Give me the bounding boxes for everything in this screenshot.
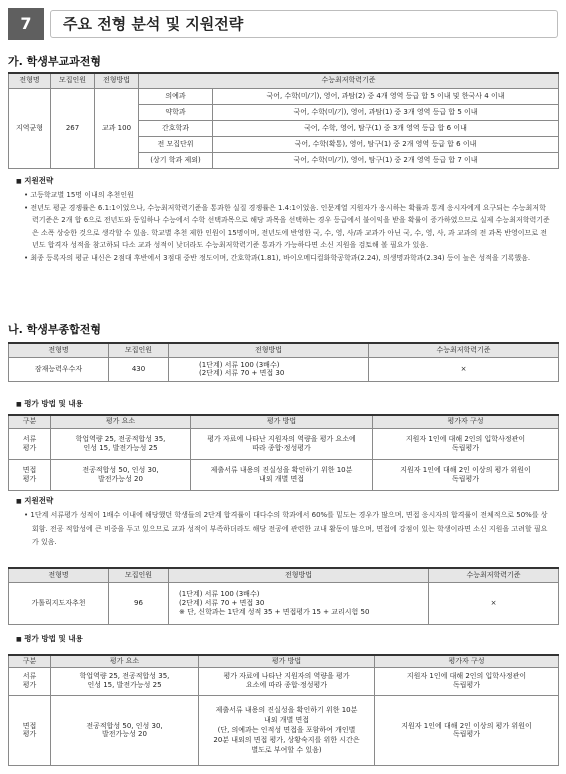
strategy-text: 고등학교별 15명 이내의 추천인원 [30, 191, 134, 199]
eval-method: 제출서류 내용의 진실성을 확인하기 위한 10분 내외 개별 면접 [191, 459, 373, 490]
subject-admission-table [8, 72, 559, 169]
chapter-header [8, 8, 558, 40]
header-name: 전형명 [9, 73, 51, 88]
method-line: (2단계) 서류 70 + 면접 30 [179, 598, 265, 607]
evaluation-heading: ■ 평가 방법 및 내용 [16, 399, 83, 408]
strategy-notes [24, 509, 552, 550]
strategy-text: 전년도 평균 경쟁률은 6.1:1이었으나, 수능최저학력기준을 통과한 실질 경쟁률은 1.4:1이었음. 인문계열 지원자가 응시하는 확률과 통계 응시자에게 요구되는 수능최저학력기준은 2개 합 6으로 전년도와 동일하나 수능에서 수학 선택과목으로 해당 과목을 선택하는 경우 등급에서 불이익을 받을 확률이 증가하였으므로 실제 수능최저학력기준은 소폭 상승한 것으로 생각할 수 있음. 학교별 추천 제한 인원이 15명이며, 전년도에 반영한 국, 수, 영, 사/과 교과가 아닌 국, 수, 영, 사, 과 교과의 전 과목 반영이므로 전년도 합격자 성적을 참고하되 다소 교과 성적이 낮더라도 수능최저학력기준 통과가 가능하다면 소신 지원을 검토해 볼 필요가 있음. [30, 203, 550, 250]
eval-method: 평가 자료에 나타난 지원자의 역량을 평가 요소에 따라 종합·정성평가 [199, 667, 375, 695]
dept-cell: 전 모집단위 [139, 136, 213, 152]
standard-cell: 국어, 수학, 영어, 탐구(1) 중 3개 영역 등급 합 6 이내 [213, 120, 559, 136]
section-title-student-record-comprehensive: 나. 학생부종합전형 [8, 323, 102, 336]
admission-method [169, 357, 369, 382]
eval-evaluators: 지원자 1인에 대해 2인 이상의 평가 위원이 독립평가 [375, 695, 559, 766]
admission-minimum: × [369, 357, 559, 382]
eval-elements: 전공적합성 50, 인성 30, 발전가능성 20 [51, 695, 199, 766]
eval-header-elements: 평가 요소 [51, 655, 199, 667]
admission-name: 잠재능력우수자 [9, 357, 109, 382]
dept-cell: 약학과 [139, 104, 213, 120]
strategy-heading-text: 지원전략 [24, 176, 54, 185]
section-title-student-record-subject: 가. 학생부교과전형 [8, 55, 102, 68]
header-minimum: 수능최저학력기준 [139, 73, 559, 88]
standard-cell: 국어, 수학(미/기), 영어, 과탐(1) 중 3개 영역 등급 합 5 이내 [213, 104, 559, 120]
eval-header-elements: 평가 요소 [51, 415, 191, 428]
eval-elements: 전공적합성 50, 인성 30, 발전가능성 20 [51, 459, 191, 490]
strategy-item: • 1단계 서류평가 성적이 1배수 이내에 해당했던 학생들의 2단계 합격률이 대다수의 학과에서 60%를 밑도는 경우가 많으며, 면접 응시자의 합격률이 전체적으로 50%를 상회함. 전공 적합성에 큰 비중을 두고 있으므로 교과 성적이 부족하더라도 해당 전공에 관련한 교내 활동이 많으며, 면접에 강점이 있는 학생이라면 소신 지원을 고려할 필요가 있음. [24, 511, 548, 546]
eval-evaluators: 지원자 1인에 대해 2인 이상의 평가 위원이 독립평가 [373, 459, 559, 490]
header-minimum: 수능최저학력기준 [429, 568, 559, 582]
admission-method [169, 582, 429, 625]
strategy-notes [24, 189, 552, 265]
eval-evaluators: 지원자 1인에 대해 2인의 입학사정관이 독립평가 [375, 667, 559, 695]
admission-method: 교과 100 [95, 88, 139, 168]
evaluation-heading-text: 평가 방법 및 내용 [24, 634, 83, 643]
eval-type: 서류 평가 [9, 667, 51, 695]
eval-type: 면접 평가 [9, 695, 51, 766]
strategy-heading: ■ 지원전략 [16, 176, 54, 185]
eval-header-type: 구분 [9, 655, 51, 667]
strategy-item: • 최종 등록자의 평균 내신은 2점대 후반에서 3점대 중반 정도이며, 간호학과(1.81), 바이오메디컬화학공학과(2.24), 의생명과학과(2.34) 등이 높은 성적을 기록했음. [24, 253, 531, 262]
eval-elements: 학업역량 25, 전공적합성 35, 인성 15, 발전가능성 25 [51, 667, 199, 695]
strategy-text: 1단계 서류평가 성적이 1배수 이내에 해당했던 학생들의 2단계 합격률이 대다수의 학과에서 60%를 밑도는 경우가 많으며, 면접 응시자의 합격률이 전체적으로 50%를 상회함. 전공 적합성에 큰 비중을 두고 있으므로 교과 성적이 부족하더라도 해당 전공에 관련한 교내 활동이 많으며, 면접에 강점이 있는 학생이라면 소신 지원을 고려할 필요가 있음. [30, 511, 548, 546]
evaluation-heading: ■ 평가 방법 및 내용 [16, 634, 83, 643]
admission-quota: 96 [109, 582, 169, 625]
standard-cell: 국어, 수학(확통), 영어, 탐구(1) 중 2개 영역 등급 합 6 이내 [213, 136, 559, 152]
eval-header-type: 구분 [9, 415, 51, 428]
method-line: ※ 단, 신학과는 1단계 성적 35 + 면접평가 15 + 교리시험 50 [179, 607, 370, 616]
dept-cell: (상기 학과 제외) [139, 152, 213, 168]
eval-method: 제출서류 내용의 진실성을 확인하기 위한 10분 내외 개별 면접 (단, 의예과는 인적성 면접을 포함하여 개인별 20분 내외의 면접 평가, 상황숙지를 위한 시간은 별도로 부여할 수 있음) [199, 695, 375, 766]
header-method: 전형방법 [95, 73, 139, 88]
chapter-number: 7 [8, 8, 44, 40]
eval-header-evaluators: 평가자 구성 [375, 655, 559, 667]
strategy-item: • 전년도 평균 경쟁률은 6.1:1이었으나, 수능최저학력기준을 통과한 실질 경쟁률은 1.4:1이었음. 인문계열 지원자가 응시하는 확률과 통계 응시자에게 요구되는 수능최저학력기준은 2개 합 6으로 전년도와 동일하나 수능에서 수학 선택과목으로 해당 과목을 선택하는 경우 등급에서 불이익을 받을 확률이 증가하였으므로 실제 수능최저학력기준은 소폭 상승한 것으로 생각할 수 있음. 학교별 추천 제한 인원이 15명이며, 전년도에 반영한 국, 수, 영, 사/과 교과가 아닌 국, 수, 영, 사, 과 교과의 전 과목 반영이므로 전년도 합격자 성적을 참고하되 다소 교과 성적이 낮더라도 수능최저학력기준 통과가 가능하다면 소신 지원을 검토해 볼 필요가 있음. [24, 203, 550, 250]
method-line: (2단계) 서류 70 + 면접 30 [199, 369, 285, 378]
chapter-title: 주요 전형 분석 및 지원전략 [50, 10, 558, 38]
header-quota: 모집인원 [51, 73, 95, 88]
method-line: (1단계) 서류 100 (3배수) [199, 360, 280, 369]
header-minimum: 수능최저학력기준 [369, 343, 559, 357]
strategy-item: • 고등학교별 15명 이내의 추천인원 [24, 191, 134, 199]
eval-evaluators: 지원자 1인에 대해 2인의 입학사정관이 독립평가 [373, 428, 559, 459]
eval-type: 면접 평가 [9, 459, 51, 490]
method-line: (1단계) 서류 100 (3배수) [179, 590, 260, 599]
catholic-leader-admission-table [8, 567, 559, 625]
header-method: 전형방법 [169, 568, 429, 582]
eval-type: 서류 평가 [9, 428, 51, 459]
admission-minimum: × [429, 582, 559, 625]
strategy-text: 최종 등록자의 평균 내신은 2점대 후반에서 3점대 중반 정도이며, 간호학과(1.81), 바이오메디컬화학공학과(2.24), 의생명과학과(2.34) 등이 높은 성적을 기록했음. [30, 253, 531, 262]
dept-cell: 간호학과 [139, 120, 213, 136]
admission-name: 지역균형 [9, 88, 51, 168]
comprehensive-admission-table [8, 342, 559, 382]
header-method: 전형방법 [169, 343, 369, 357]
eval-elements: 학업역량 25, 전공적합성 35, 인성 15, 발전가능성 25 [51, 428, 191, 459]
eval-header-method: 평가 방법 [199, 655, 375, 667]
admission-name: 가톨릭지도자추천 [9, 582, 109, 625]
admission-quota: 430 [109, 357, 169, 382]
strategy-heading-text: 지원전략 [24, 496, 54, 505]
header-name: 전형명 [9, 568, 109, 582]
eval-method: 평가 자료에 나타난 지원자의 역량을 평가 요소에 따라 종합·정성평가 [191, 428, 373, 459]
eval-header-method: 평가 방법 [191, 415, 373, 428]
eval-header-evaluators: 평가자 구성 [373, 415, 559, 428]
header-quota: 모집인원 [109, 343, 169, 357]
admission-quota: 267 [51, 88, 95, 168]
catholic-leader-evaluation-table [8, 654, 559, 766]
dept-cell: 의예과 [139, 88, 213, 104]
comprehensive-evaluation-table [8, 414, 559, 491]
standard-cell: 국어, 수학(미/기), 영어, 과탐(2) 중 4개 영역 등급 합 5 이내 및 한국사 4 이내 [213, 88, 559, 104]
strategy-heading: ■ 지원전략 [16, 496, 54, 505]
header-quota: 모집인원 [109, 568, 169, 582]
standard-cell: 국어, 수학(미/기), 영어, 탐구(1) 중 2개 영역 등급 합 7 이내 [213, 152, 559, 168]
evaluation-heading-text: 평가 방법 및 내용 [24, 399, 83, 408]
header-name: 전형명 [9, 343, 109, 357]
